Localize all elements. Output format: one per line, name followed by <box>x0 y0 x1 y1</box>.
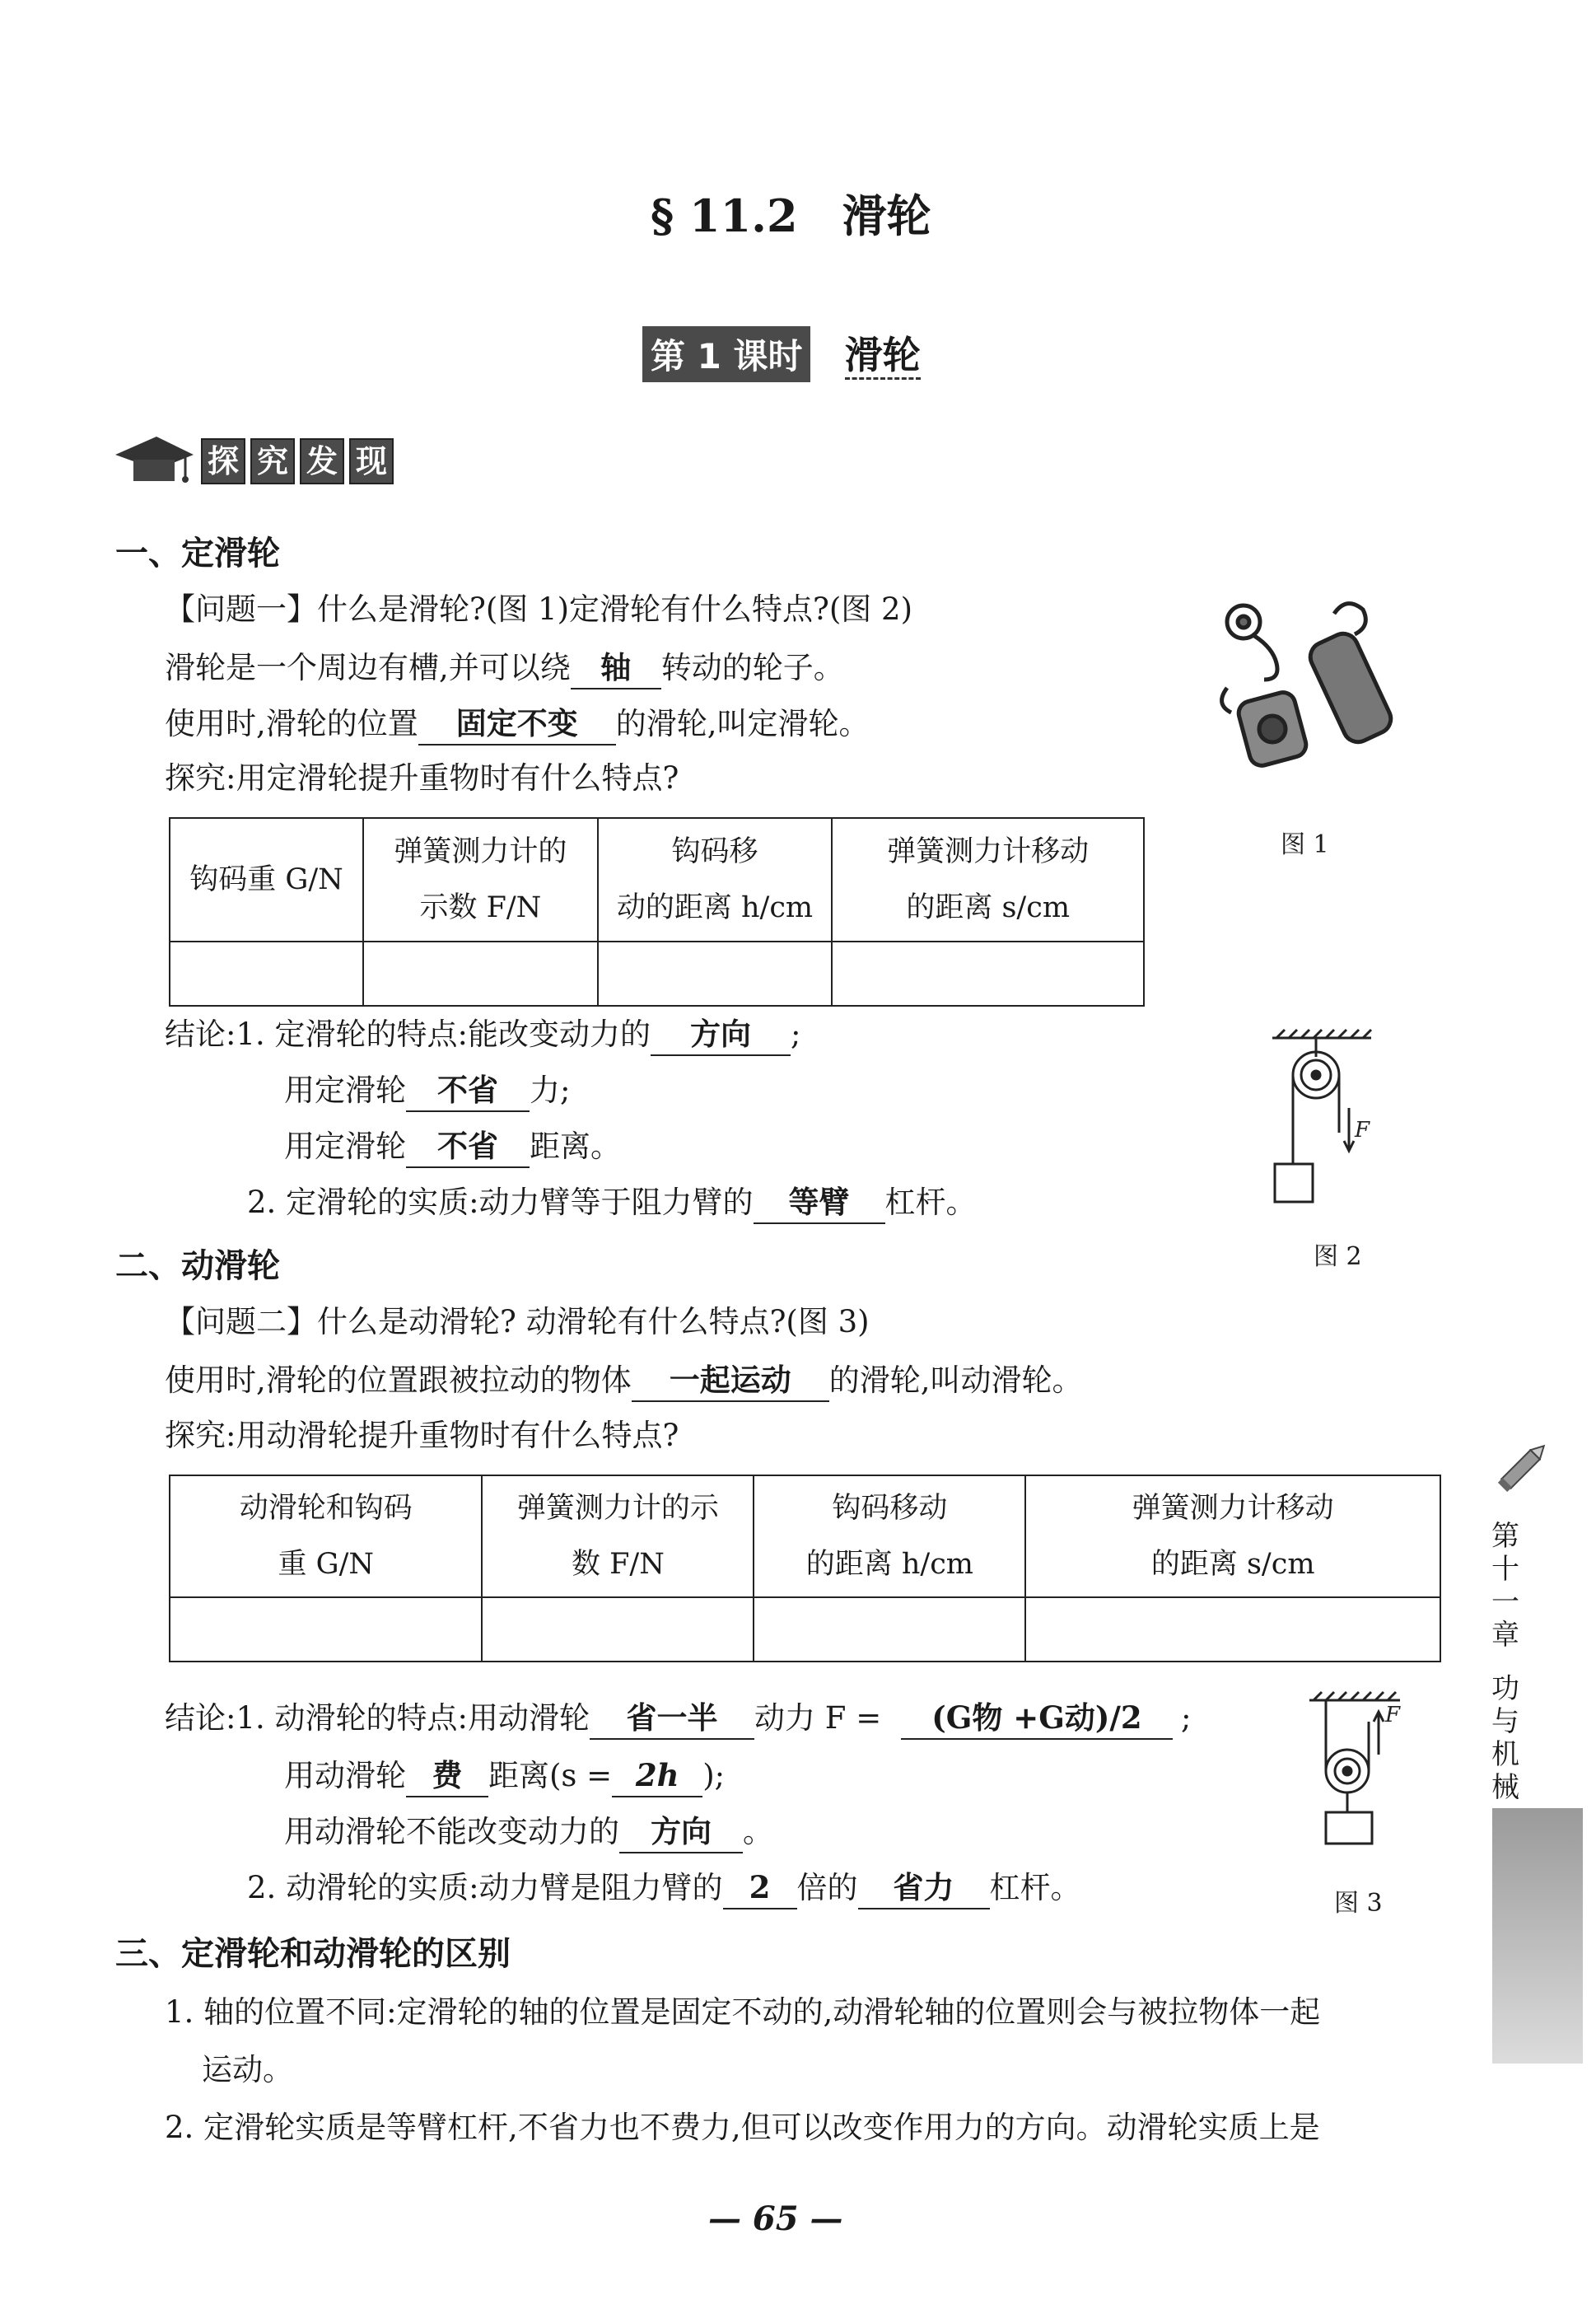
table-cell[interactable] <box>1025 1597 1440 1662</box>
definition-movable-pulley: 使用时,滑轮的位置跟被拉动的物体 一起运动 的滑轮,叫动滑轮。 <box>165 1359 1083 1402</box>
table-cell[interactable] <box>482 1597 754 1662</box>
answer-blank: 省一半 <box>590 1697 754 1740</box>
definition-pulley: 滑轮是一个周边有槽,并可以绕 轴 转动的轮子。 <box>165 647 844 689</box>
table-cell[interactable] <box>598 942 833 1006</box>
lesson-name: 滑轮 <box>845 333 921 380</box>
sidebar-chapter: 第十一章 <box>1491 1520 1519 1652</box>
question-one: 【问题一】什么是滑轮?(图 1)定滑轮有什么特点?(图 2) <box>165 591 913 627</box>
answer-blank: (G物 +G动)/2 <box>901 1697 1173 1740</box>
question-two: 【问题二】什么是动滑轮? 动滑轮有什么特点?(图 3) <box>165 1304 870 1339</box>
conclusion-no-direction: 用动滑轮不能改变动力的 方向 。 <box>284 1811 773 1853</box>
heading-movable-pulley: 二、动滑轮 <box>115 1247 280 1285</box>
figure-1-caption: 图 1 <box>1281 830 1329 859</box>
table-header: 弹簧测力计移动 的距离 s/cm <box>832 818 1144 942</box>
answer-blank: 费 <box>406 1755 488 1797</box>
lesson-badge: 第 1 课时 <box>642 326 810 382</box>
table-header: 钩码移 动的距离 h/cm <box>598 818 833 942</box>
answer-blank: 不省 <box>406 1125 530 1168</box>
heading-difference: 三、定滑轮和动滑轮的区别 <box>115 1935 511 1973</box>
fixed-pulley-diagram <box>1252 1026 1375 1215</box>
answer-blank: 方向 <box>619 1811 743 1853</box>
answer-blank: 省力 <box>858 1867 990 1909</box>
conclusion-direction: 结论:1. 定滑轮的特点:能改变动力的 方向 ; <box>165 1013 800 1056</box>
table-header: 钩码重 G/N <box>170 818 363 942</box>
conclusion-distance: 用定滑轮 不省 距离。 <box>284 1125 621 1168</box>
table-header: 弹簧测力计的 示数 F/N <box>363 818 598 942</box>
force-label: F <box>1355 1118 1370 1143</box>
table-header: 钩码移动 的距离 h/cm <box>754 1475 1025 1597</box>
movable-pulley-diagram <box>1293 1689 1408 1853</box>
section-label-char: 探 <box>201 438 245 484</box>
heading-fixed-pulley: 一、定滑轮 <box>115 535 280 573</box>
difference-essence: 2. 定滑轮实质是等臂杠杆,不省力也不费力,但可以改变作用力的方向。动滑轮实质上是 <box>165 2110 1320 2145</box>
definition-fixed-pulley: 使用时,滑轮的位置 固定不变 的滑轮,叫定滑轮。 <box>165 703 870 746</box>
conclusion-force: 用定滑轮 不省 力; <box>284 1069 570 1112</box>
conclusion-extra-distance: 用动滑轮 费 距离(s = 2h ); <box>284 1755 725 1797</box>
difference-axis-cont: 运动。 <box>202 2052 293 2087</box>
answer-blank: 轴 <box>571 647 661 689</box>
section-label-char: 发 <box>300 438 344 484</box>
page-number: — 65 — <box>708 2199 843 2238</box>
explore-movable-pulley: 探究:用动滑轮提升重物时有什么特点? <box>165 1418 679 1453</box>
table-header: 弹簧测力计的示 数 F/N <box>482 1475 754 1597</box>
difference-axis: 1. 轴的位置不同:定滑轮的轴的位置是固定不动的,动滑轮轴的位置则会与被拉物体一起 <box>165 1994 1321 2030</box>
sidebar-tab <box>1492 1808 1583 2064</box>
section-label-char: 究 <box>250 438 295 484</box>
graduation-cap-icon <box>115 437 194 488</box>
table-cell[interactable] <box>832 942 1144 1006</box>
answer-blank: 2h <box>612 1755 702 1797</box>
section-label-char: 现 <box>349 438 394 484</box>
pencil-icon <box>1491 1433 1556 1499</box>
table-header: 动滑轮和钩码 重 G/N <box>170 1475 482 1597</box>
table-cell[interactable] <box>170 1597 482 1662</box>
page-title: § 11.2 滑轮 <box>651 189 931 242</box>
answer-blank: 一起运动 <box>632 1359 829 1402</box>
answer-blank: 固定不变 <box>418 703 616 746</box>
answer-blank: 等臂 <box>754 1181 885 1224</box>
force-label: F <box>1385 1703 1401 1727</box>
pulley-photo <box>1211 597 1449 770</box>
movable-pulley-table <box>169 1475 1441 1662</box>
table-cell[interactable] <box>363 942 598 1006</box>
sidebar-topic: 功与机械 <box>1491 1672 1519 1804</box>
fixed-pulley-table <box>169 817 1145 1007</box>
table-cell[interactable] <box>170 942 363 1006</box>
answer-blank: 2 <box>723 1867 797 1909</box>
conclusion-lever: 2. 动滑轮的实质:动力臂是阻力臂的 2 倍的 省力 杠杆。 <box>247 1867 1081 1909</box>
explore-fixed-pulley: 探究:用定滑轮提升重物时有什么特点? <box>165 760 679 796</box>
table-cell[interactable] <box>754 1597 1025 1662</box>
answer-blank: 不省 <box>406 1069 530 1112</box>
conclusion-essence: 2. 定滑轮的实质:动力臂等于阻力臂的 等臂 杠杆。 <box>247 1181 977 1224</box>
figure-3-caption: 图 3 <box>1334 1889 1383 1918</box>
lesson-header <box>642 325 921 382</box>
conclusion-half-force: 结论:1. 动滑轮的特点:用动滑轮 省一半 动力 F = (G物 +G动)/2 ; <box>165 1697 1191 1740</box>
answer-blank: 方向 <box>651 1013 791 1056</box>
table-header: 弹簧测力计移动 的距离 s/cm <box>1025 1475 1440 1597</box>
figure-2-caption: 图 2 <box>1314 1242 1362 1271</box>
